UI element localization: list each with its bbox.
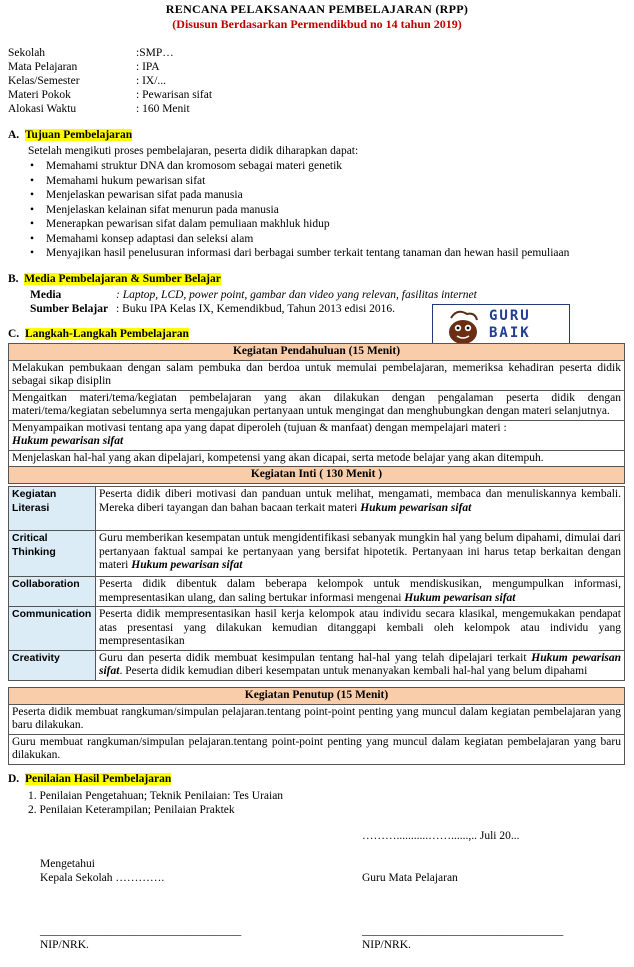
list-item: • Menjelaskan pewarisan sifat pada manusia bbox=[0, 188, 630, 203]
bag-mascot-icon bbox=[437, 306, 487, 346]
activity-label: Kegiatan Literasi bbox=[9, 487, 96, 531]
list-item: • Memahami struktur DNA dan kromosom sebagai materi genetik bbox=[0, 159, 630, 174]
identity-row: Materi Pokok : Pewarisan sifat bbox=[8, 89, 213, 101]
nip-right: NIP/NRK. bbox=[362, 939, 411, 951]
section-a-heading: A. Tujuan Pembelajaran bbox=[8, 129, 133, 141]
signature-line-left: ___________________________________ bbox=[40, 925, 242, 937]
nip-left: NIP/NRK. bbox=[40, 939, 89, 951]
penutup-header: Kegiatan Penutup (15 Menit) bbox=[9, 688, 625, 705]
list-item: • Menyajikan hasil penelusuran informasi dari berbagai sumber terkait tentang tanaman dan hewan hasil pemuliaan bbox=[0, 246, 630, 261]
activity-label: Critical Thinking bbox=[9, 531, 96, 577]
table-row: Melakukan pembukaan dengan salam pembuka dan berdoa untuk memulai pembelajaran, memeriksa kehadiran peserta didik sebagai sikap disiplin bbox=[9, 360, 625, 390]
list-item: 2. Penilaian Keterampilan; Penilaian Praktek bbox=[28, 804, 235, 816]
signature-line-right: ___________________________________ bbox=[362, 925, 564, 937]
table-row: Menjelaskan hal-hal yang akan dipelajari, kompetensi yang akan dicapai, serta metode belajar yang akan ditempuh. bbox=[9, 450, 625, 467]
identity-row: Sekolah :SMP… bbox=[8, 47, 174, 59]
activity-text: Peserta didik mempresentasikan hasil kerja kelompok atau individu secara klasikal, mengemukakan pendapat atas presentasi yang dilakukan kemudian ditanggapi kembali oleh kelompok atau individu yang mempresentasikan bbox=[96, 607, 625, 651]
activity-text: Guru memberikan kesempatan untuk mengidentifikasi sebanyak mungkin hal yang belum dipahami, dimulai dari pertanyaan faktual sampai ke pertanyaan yang bersifat hipotetik. Pertanyaan ini harus tetap berkaitan dengan materi Hukum pewarisan sifat bbox=[96, 531, 625, 577]
guru-label: Guru Mata Pelajaran bbox=[362, 872, 458, 884]
assessment-list bbox=[28, 789, 283, 817]
list-item: 1. Penilaian Pengetahuan; Teknik Penilaian: Tes Uraian bbox=[28, 790, 284, 802]
activity-text: Guru dan peserta didik membuat kesimpulan tentang hal-hal yang telah dipelajari terkait Hukum pewarisan sifat. Peserta didik kemudian diberi kesempatan untuk menanyakan kembali hal-hal yang belum dipahami bbox=[96, 650, 625, 680]
table-row: Mengaitkan materi/tema/kegiatan pembelajaran yang akan dilakukan dengan pengalaman peserta didik dengan materi/tema/kegiatan sebelumnya serta mengajukan pertanyaan untuk mengingat dan menghubungkan dengan materi selanjutnya. bbox=[9, 390, 625, 420]
guru-baik-logo: GURU BAIK bbox=[432, 304, 570, 348]
list-item: • Memahami hukum pewarisan sifat bbox=[0, 174, 630, 189]
penutup-table bbox=[8, 687, 625, 765]
table-row: Guru membuat rangkuman/simpulan pelajaran.tentang point-point penting yang muncul dalam kegiatan pembelajaran yang baru dilakukan. bbox=[9, 734, 625, 764]
identity-row: Alokasi Waktu : 160 Menit bbox=[8, 103, 190, 115]
section-a-intro: Setelah mengikuti proses pembelajaran, peserta didik diharapkan dapat: bbox=[28, 145, 359, 157]
table-row: Menyampaikan motivasi tentang apa yang dapat diperoleh (tujuan & manfaat) dengan mempelajari materi : Hukum pewarisan sifat bbox=[9, 420, 625, 450]
kepala-sekolah-label: Kepala Sekolah …………. bbox=[40, 872, 165, 884]
document-title: RENCANA PELAKSANAAN PEMBELAJARAN (RPP) bbox=[165, 2, 469, 16]
pendahuluan-table bbox=[8, 343, 625, 484]
activity-text: Peserta didik dibentuk dalam beberapa kelompok untuk mendiskusikan, mengumpulkan informasi, mempresentasikan ulang, dan saling bertukar informasi mengenai Hukum pewarisan sifat bbox=[96, 577, 625, 607]
identity-row: Kelas/Semester : IX/... bbox=[8, 75, 167, 87]
activity-label: Collaboration bbox=[9, 577, 96, 607]
section-b-heading: B. Media Pembelajaran & Sumber Belajar bbox=[8, 273, 221, 285]
activity-label: Communication bbox=[9, 607, 96, 651]
identity-block bbox=[8, 46, 212, 116]
activity-text: Peserta didik diberi motivasi dan panduan untuk melihat, mengamati, membaca dan menuliskannya kembali. Mereka diberi tayangan dan bahan bacaan terkait materi Hukum pewarisan sifat bbox=[96, 487, 625, 531]
list-item: • Menjelaskan kelainan sifat menurun pada manusia bbox=[0, 203, 630, 218]
inti-table bbox=[8, 486, 625, 681]
identity-row: Mata Pelajaran : IPA bbox=[8, 61, 160, 73]
signature-date: ………...........……......,.. Juli 20... bbox=[362, 830, 520, 842]
list-item: • Memahami konsep adaptasi dan seleksi alam bbox=[0, 232, 630, 247]
table-row: Peserta didik membuat rangkuman/simpulan pelajaran.tentang point-point penting yang muncul dalam kegiatan pembelajaran yang baru dilakukan. bbox=[9, 704, 625, 734]
section-c-heading: C. Langkah-Langkah Pembelajaran bbox=[8, 328, 189, 340]
media-block: Media : Laptop, LCD, power point, gambar dan video yang relevan, fasilitas internet Sumber Belajar : Buku IPA Kelas IX, Kemendikbud, Tahun 2013 edisi 2016. bbox=[30, 289, 477, 315]
inti-header: Kegiatan Inti ( 130 Menit ) bbox=[9, 467, 625, 484]
activity-label: Creativity bbox=[9, 650, 96, 680]
document-subtitle: (Disusun Berdasarkan Permendikbud no 14 tahun 2019) bbox=[172, 17, 462, 31]
pendahuluan-header: Kegiatan Pendahuluan (15 Menit) bbox=[9, 344, 625, 361]
section-d-heading: D. Penilaian Hasil Pembelajaran bbox=[8, 773, 172, 785]
objective-list bbox=[0, 159, 630, 261]
mengetahui-label: Mengetahui bbox=[40, 858, 95, 870]
list-item: • Menerapkan pewarisan sifat dalam pemuliaan makhluk hidup bbox=[0, 217, 630, 232]
